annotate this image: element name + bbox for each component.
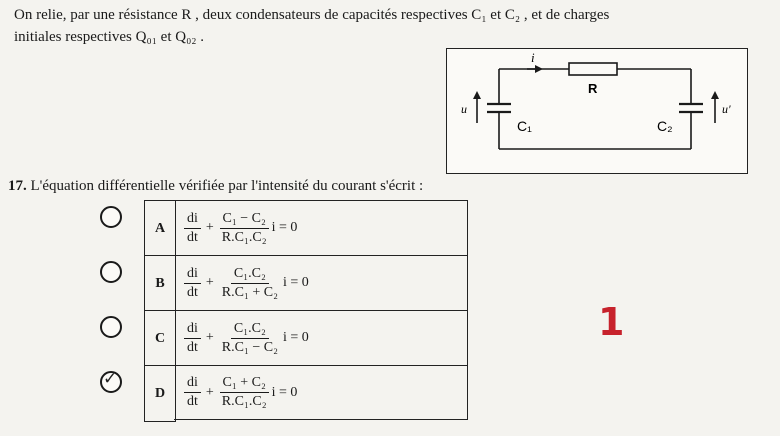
derivative-numerator: di — [184, 265, 201, 284]
derivative-fraction — [184, 210, 201, 247]
coefficient-fraction — [219, 320, 281, 357]
derivative-numerator: di — [184, 320, 201, 339]
plus-sign: + — [205, 275, 214, 290]
u2-arrow-head — [711, 91, 719, 99]
option-row-a — [100, 200, 480, 255]
resistor-label: R — [588, 81, 598, 96]
derivative-fraction — [184, 265, 201, 302]
equation-tail: i = 0 — [271, 220, 298, 235]
coefficient-denominator: R.C₁.C₂ — [221, 394, 267, 409]
u2-label: u' — [722, 102, 731, 116]
score-mark: 1 — [598, 300, 625, 344]
coefficient-fraction — [219, 374, 270, 411]
coefficient-denominator: R.C₁ + C₂ — [221, 284, 278, 300]
option-row-b — [100, 255, 480, 310]
equation-tail: i = 0 — [282, 330, 309, 345]
option-a-letter: A — [144, 200, 176, 256]
coefficient-fraction — [219, 210, 270, 247]
option-b-radio[interactable] — [100, 261, 122, 283]
question-number: 17. — [8, 178, 27, 194]
derivative-fraction — [184, 374, 201, 411]
option-c-radio[interactable] — [100, 316, 122, 338]
option-d-formula — [174, 365, 468, 420]
coefficient-numerator: C₁ + C₂ — [220, 374, 269, 393]
coefficient-denominator: R.C₁.C₂ — [221, 229, 267, 245]
resistor-r — [569, 63, 617, 75]
option-c-formula — [174, 310, 468, 365]
problem-statement — [14, 4, 754, 48]
option-a-formula — [174, 200, 468, 255]
option-row-c — [100, 310, 480, 365]
option-b-letter: B — [144, 255, 176, 311]
derivative-denominator: dt — [187, 339, 198, 355]
derivative-denominator: dt — [187, 394, 198, 409]
coefficient-numerator: C₁.C₂ — [231, 265, 269, 284]
derivative-denominator: dt — [187, 284, 198, 300]
derivative-fraction — [184, 320, 201, 357]
option-b-formula — [174, 255, 468, 310]
u-arrow-head — [473, 91, 481, 99]
u-label: u — [461, 102, 467, 116]
plus-sign: + — [205, 330, 214, 345]
question — [8, 178, 423, 195]
current-arrow-head — [535, 65, 543, 73]
coefficient-numerator: C₁.C₂ — [231, 320, 269, 339]
coefficient-numerator: C₁ − C₂ — [220, 210, 269, 229]
equation-tail: i = 0 — [282, 275, 309, 290]
derivative-denominator: dt — [187, 229, 198, 245]
option-d-radio[interactable] — [100, 371, 122, 393]
circuit-diagram — [446, 48, 748, 174]
option-a-radio[interactable] — [100, 206, 122, 228]
derivative-numerator: di — [184, 374, 201, 393]
current-label: i — [531, 50, 535, 65]
plus-sign: + — [205, 384, 214, 400]
option-d-letter: D — [144, 365, 176, 422]
option-row-d — [100, 365, 480, 420]
c1-label: C₁ — [517, 118, 532, 134]
question-text: L'équation différentielle vérifiée par l'intensité du courant s'écrit : — [30, 178, 424, 194]
derivative-numerator: di — [184, 210, 201, 229]
intro-line-2: initiales respectives Q₀₁ et Q₀₂ . — [14, 29, 205, 45]
c2-label: C₂ — [657, 118, 673, 134]
equation-tail: i = 0 — [271, 384, 298, 400]
plus-sign: + — [205, 220, 214, 235]
circuit-svg — [447, 49, 747, 173]
checkmark-icon: ✓ — [103, 369, 118, 389]
coefficient-denominator: R.C₁ − C₂ — [221, 339, 278, 355]
option-c-letter: C — [144, 310, 176, 366]
coefficient-fraction — [219, 265, 281, 302]
intro-line-1: On relie, par une résistance R , deux condensateurs de capacités respectives C₁ et C₂ , et de charges — [14, 7, 610, 23]
answer-table — [100, 200, 480, 420]
